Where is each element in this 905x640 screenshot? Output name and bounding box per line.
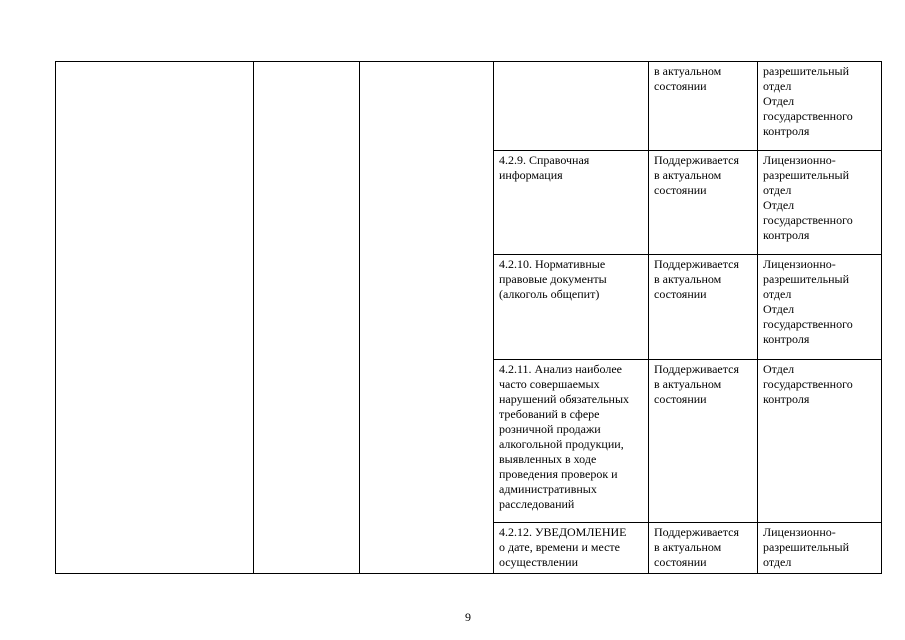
cell-text-line: государственного [763,109,853,123]
cell-text-line: состоянии [654,183,707,197]
merged-cell-col2 [254,62,360,574]
cell-text-line: Лицензионно- [763,153,836,167]
cell-text-line: 4.2.11. Анализ наиболее [499,362,622,376]
department-cell [758,62,882,151]
merged-cell-col3 [360,62,494,574]
status-cell [649,255,758,360]
cell-text-line: о дате, времени и месте [499,540,620,554]
cell-text-line: в актуальном [654,168,722,182]
cell-text-line: государственного [763,377,853,391]
cell-text-line: розничной продажи [499,422,601,436]
cell-text-line: Поддерживается [654,362,739,376]
cell-text-line: отдел [763,287,792,301]
cell-text-line: Отдел [763,94,795,108]
item-cell [494,255,649,360]
cell-text-line: информация [499,168,563,182]
cell-text-line: разрешительный [763,540,849,554]
cell-text-line: административных [499,482,597,496]
cell-text-line: правовые документы [499,272,607,286]
cell-text-line: разрешительный [763,168,849,182]
cell-text-line: контроля [763,228,810,242]
cell-text-line: разрешительный [763,64,849,78]
item-cell [494,523,649,574]
cell-text-line: Отдел [763,198,795,212]
department-cell [758,151,882,255]
cell-text-line: 4.2.12. УВЕДОМЛЕНИЕ [499,525,627,539]
cell-text-line: государственного [763,213,853,227]
cell-text-line: государственного [763,317,853,331]
item-cell [494,151,649,255]
cell-text-line: состоянии [654,287,707,301]
cell-text-line: Поддерживается [654,153,739,167]
cell-text-line: Лицензионно- [763,525,836,539]
cell-text-line: контроля [763,392,810,406]
table-row [56,62,882,151]
cell-text-line: 4.2.10. Нормативные [499,257,606,271]
cell-text-line: состоянии [654,392,707,406]
cell-text-line: Отдел [763,302,795,316]
cell-text-line: в актуальном [654,64,722,78]
status-cell [649,523,758,574]
cell-text-line: отдел [763,555,792,569]
cell-text-line: часто совершаемых [499,377,600,391]
cell-text-line: контроля [763,332,810,346]
cell-text-line: состоянии [654,79,707,93]
cell-text-line: расследований [499,497,575,511]
cell-text-line: (алкоголь общепит) [499,287,600,301]
cell-text-line: контроля [763,124,810,138]
merged-cell-col1 [56,62,254,574]
status-cell [649,62,758,151]
cell-text-line: требований в сфере [499,407,600,421]
department-cell [758,360,882,523]
cell-text-line: 4.2.9. Справочная [499,153,590,167]
cell-text-line: Поддерживается [654,525,739,539]
cell-text-line: Поддерживается [654,257,739,271]
cell-text-line: осуществлении [499,555,578,569]
cell-text-line: проведения проверок и [499,467,618,481]
cell-text-line: в актуальном [654,272,722,286]
cell-text-line: Лицензионно- [763,257,836,271]
cell-text-line: отдел [763,79,792,93]
department-cell [758,255,882,360]
table-body [56,62,882,574]
status-cell [649,151,758,255]
department-cell [758,523,882,574]
cell-text-line: Отдел [763,362,795,376]
cell-text-line: состоянии [654,555,707,569]
cell-text-line: в актуальном [654,377,722,391]
status-cell [649,360,758,523]
cell-text-line: выявленных в ходе [499,452,597,466]
cell-text-line: в актуальном [654,540,722,554]
cell-text-line: алкогольной продукции, [499,437,624,451]
item-cell [494,360,649,523]
page-number: 9 [465,610,471,624]
document-table [55,61,882,574]
cell-text-line: нарушений обязательных [499,392,630,406]
cell-text-line: отдел [763,183,792,197]
cell-text-line: разрешительный [763,272,849,286]
item-cell [494,62,649,151]
